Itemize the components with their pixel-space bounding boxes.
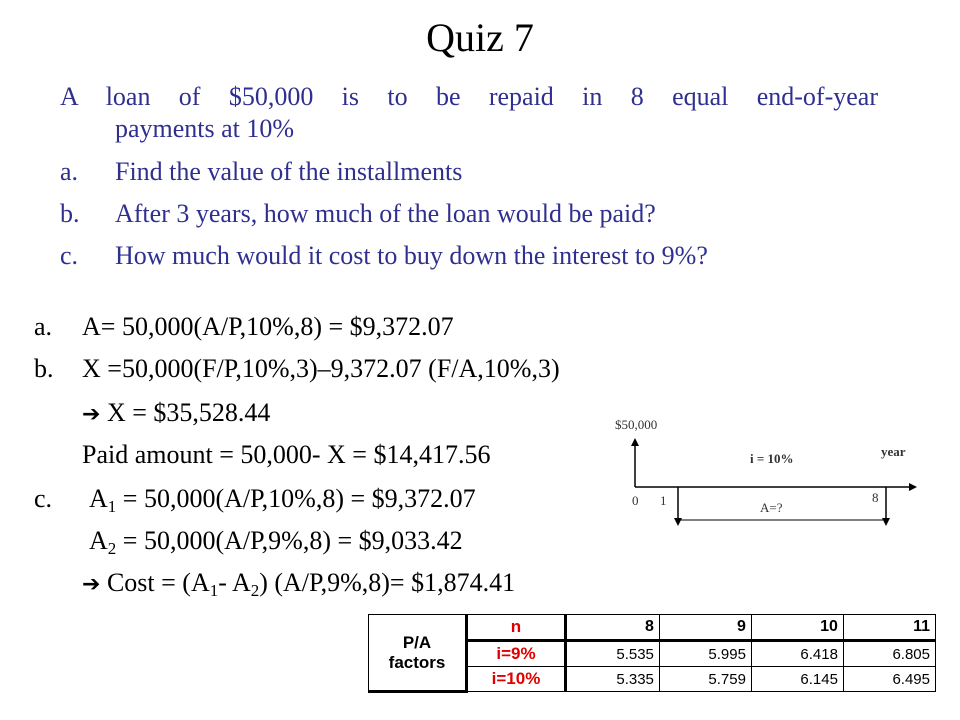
question-part-a-text: Find the value of the installments bbox=[115, 157, 463, 186]
answer-b-result: ➔ X = $35,528.44 bbox=[82, 398, 271, 427]
cash-flow-diagram bbox=[610, 412, 930, 532]
answer-a-text: A= 50,000(A/P,10%,8) = $9,372.07 bbox=[82, 312, 454, 341]
row-label: i=9% bbox=[467, 641, 566, 667]
tick-label-0: 0 bbox=[632, 493, 639, 508]
column-header: 11 bbox=[843, 615, 935, 641]
answer-b-paid: Paid amount = 50,000- X = $14,417.56 bbox=[82, 440, 491, 469]
answer-b-text: X =50,000(F/P,10%,3)–9,372.07 (F/A,10%,3) bbox=[82, 354, 560, 383]
question-line-1: A loan of $50,000 is to be repaid in 8 equal end-of-year bbox=[60, 82, 878, 111]
row-label: i=10% bbox=[467, 667, 566, 692]
arrow-icon: ➔ bbox=[82, 572, 101, 597]
table-cell: 6.145 bbox=[751, 667, 843, 692]
n-label: n bbox=[467, 615, 566, 641]
answer-c-letter: c. bbox=[34, 484, 53, 513]
answer-c-cost: ➔ Cost = ($A_1-$ $A_2$) (A/P,9%,8)= $1,874.41 bbox=[82, 568, 516, 600]
year-axis-label: year bbox=[881, 444, 906, 459]
question-part-b-text: After 3 years, how much of the loan would be paid? bbox=[115, 199, 656, 228]
column-header: 9 bbox=[659, 615, 751, 641]
pa-factors-label: P/A factors bbox=[369, 615, 467, 692]
table-cell: 5.535 bbox=[566, 641, 660, 667]
present-value-label: $50,000 bbox=[615, 417, 658, 432]
arrow-icon: ➔ bbox=[82, 402, 101, 427]
table-cell: 6.418 bbox=[751, 641, 843, 667]
slide-title: Quiz 7 bbox=[426, 15, 534, 60]
column-header: 8 bbox=[566, 615, 660, 641]
annuity-label: A=? bbox=[760, 500, 783, 515]
question-line-2: payments at 10% bbox=[115, 114, 295, 143]
question-part-a-letter: a. bbox=[60, 157, 79, 186]
question-part-c-text: How much would it cost to buy down the interest to 9%? bbox=[115, 241, 708, 270]
column-header: 10 bbox=[751, 615, 843, 641]
answer-b-letter: b. bbox=[34, 354, 54, 383]
table-cell: 6.805 bbox=[843, 641, 935, 667]
table-cell: 5.995 bbox=[659, 641, 751, 667]
table-cell: 5.759 bbox=[659, 667, 751, 692]
answer-c-line2: $A_2 = 50,000(A/P,9\%,8)$ = $9,033.42 bbox=[89, 526, 463, 558]
question-part-c-letter: c. bbox=[60, 241, 79, 270]
interest-rate-label: i = 10% bbox=[750, 451, 794, 466]
table-cell: 5.335 bbox=[566, 667, 660, 692]
answer-c-line1: $A_1 = 50,000(A/P,10\%,8)$ = $9,372.07 bbox=[89, 484, 476, 516]
table-header-row bbox=[369, 615, 936, 641]
tick-label-1: 1 bbox=[660, 493, 667, 508]
table-cell: 6.495 bbox=[843, 667, 935, 692]
answer-a-letter: a. bbox=[34, 312, 53, 341]
pa-factor-table bbox=[368, 614, 936, 693]
question-part-b-letter: b. bbox=[60, 199, 80, 228]
tick-label-8: 8 bbox=[872, 490, 879, 505]
